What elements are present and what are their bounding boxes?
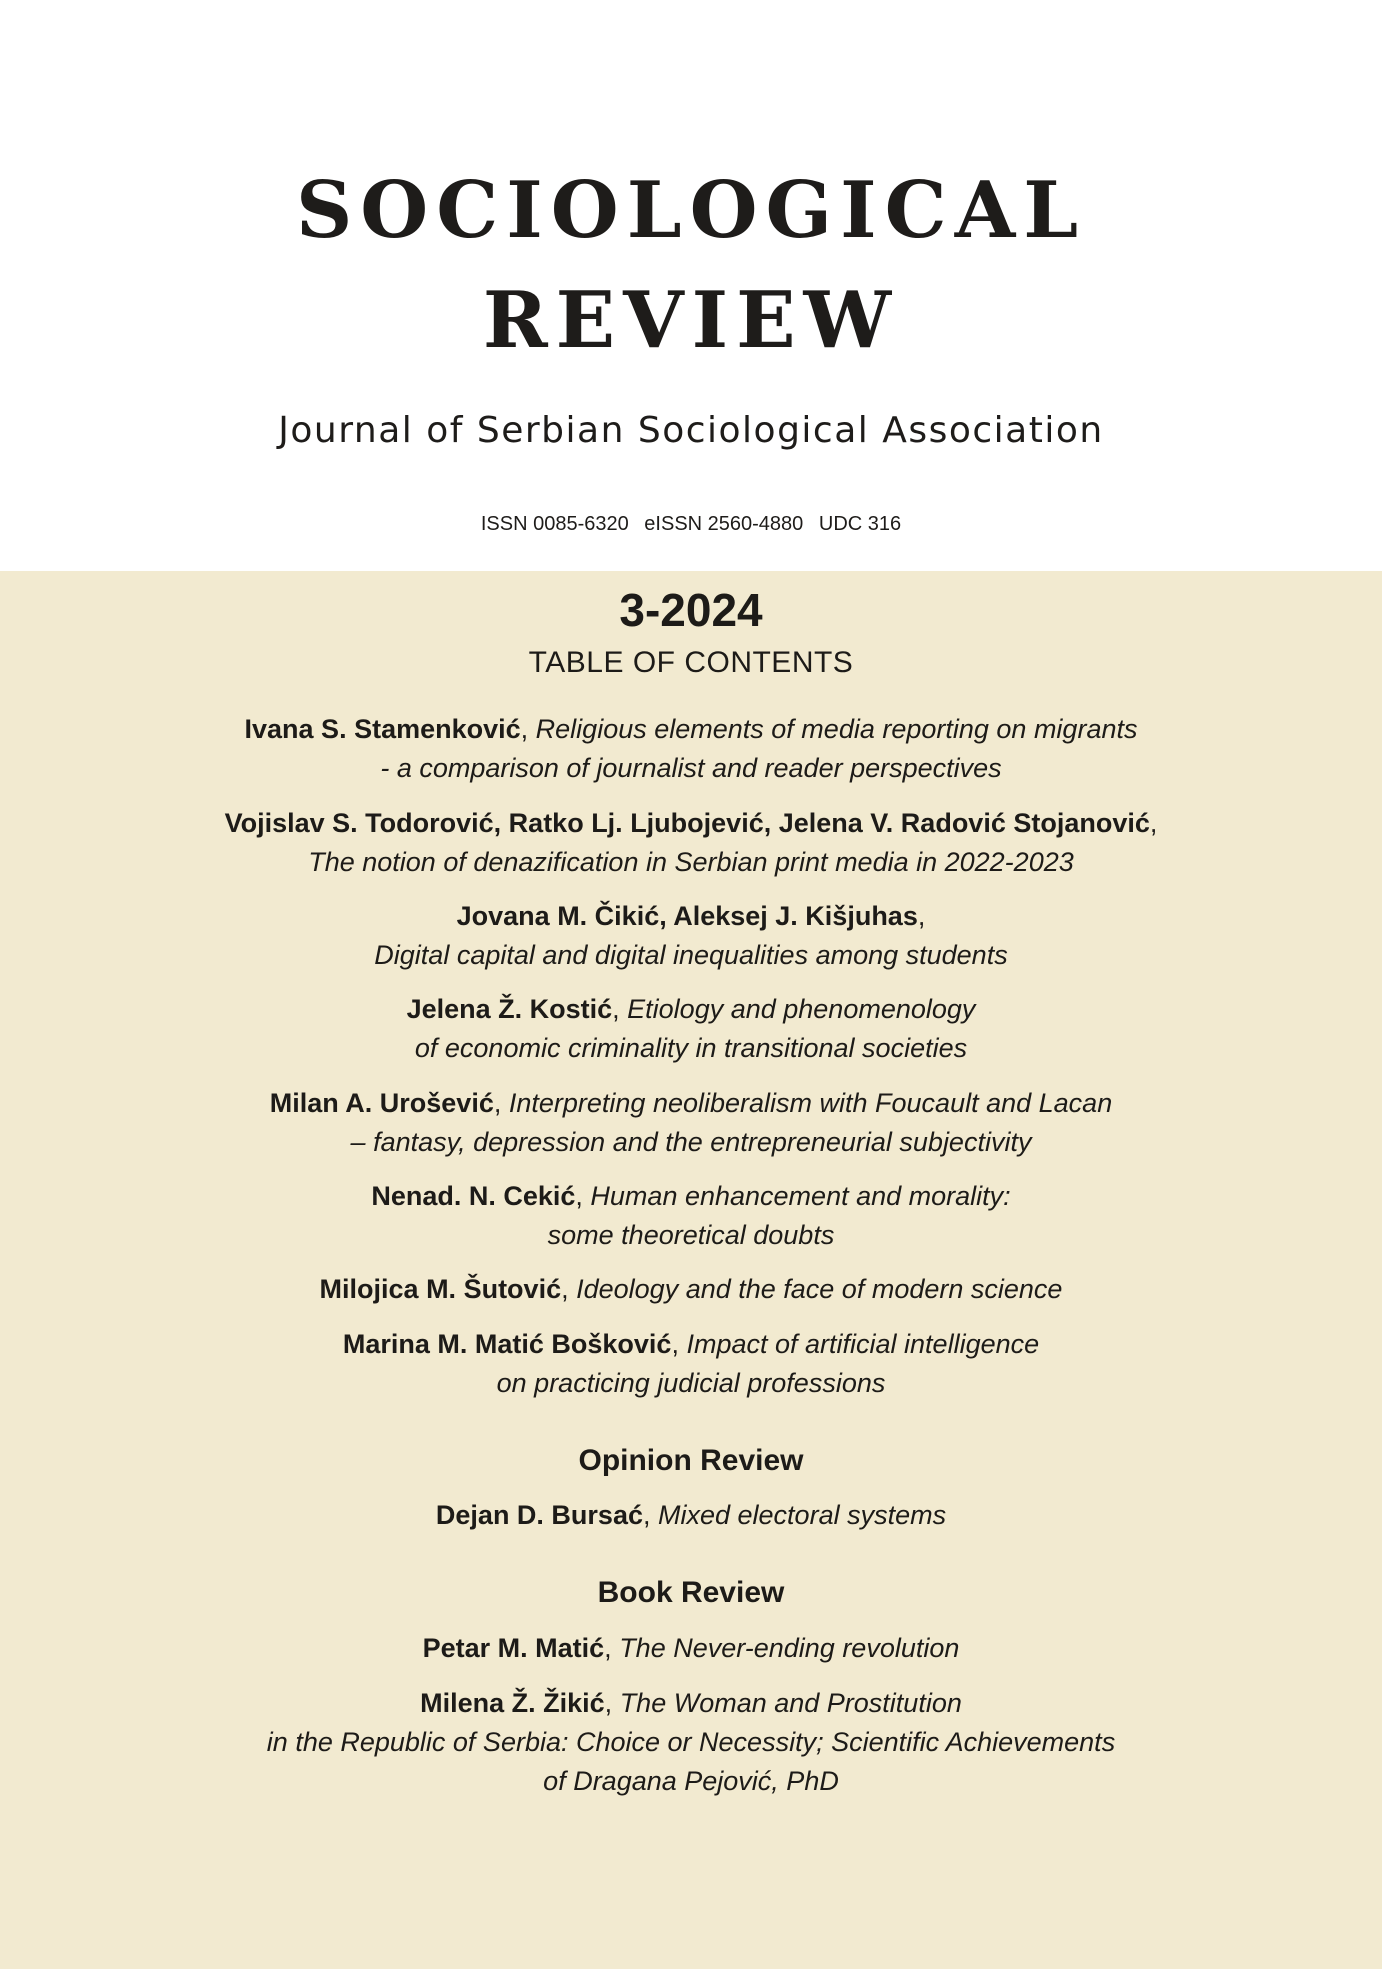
toc-entry: Ivana S. Stamenković, Religious elements of media reporting on migrants - a comparison of journalist and reader perspectives (244, 714, 1138, 783)
eissn: eISSN 2560-4880 (644, 513, 804, 535)
entry-title-cont: on practicing judicial professions (496, 1368, 886, 1398)
toc-entry: Milojica M. Šutović, Ideology and the face of modern science (319, 1274, 1063, 1304)
toc-entry: Nenad. N. Cekić, Human enhancement and morality: some theoretical doubts (371, 1181, 1011, 1250)
udc: UDC 316 (818, 513, 902, 535)
entry-title: Religious elements of media reporting on migrants (535, 714, 1138, 744)
entry-title-cont: in the Republic of Serbia: Choice or Necessity; Scientific Achievements (266, 1727, 1116, 1757)
toc-entry: Marina M. Matić Bošković, Impact of artificial intelligence on practicing judicial professions (342, 1329, 1040, 1398)
entry-title: Digital capital and digital inequalities among students (374, 940, 1008, 970)
entry-title: The Never-ending revolution (619, 1633, 960, 1663)
toc-heading: TABLE OF CONTENTS (528, 646, 854, 679)
journal-title-line-1: SOCIOLOGICAL (295, 165, 1087, 256)
entry-title: The Woman and Prostitution (619, 1688, 962, 1718)
entry-title: Impact of artificial intelligence (686, 1329, 1040, 1359)
toc-entry: Milena Ž. Žikić, The Woman and Prostitution in the Republic of Serbia: Choice or Necessity; Scientific Achievements of Dragana Pejović, PhD (266, 1688, 1116, 1796)
entry-author: Dejan D. Bursać (435, 1500, 643, 1530)
toc-entry: Jelena Ž. Kostić, Etiology and phenomenology of economic criminality in transitional societies (406, 994, 976, 1063)
entry-title: Etiology and phenomenology (627, 994, 976, 1024)
issue-number: 3-2024 (619, 584, 763, 636)
entry-author: Vojislav S. Todorović, Ratko Lj. Ljubojević, Jelena V. Radović Stojanović (224, 808, 1150, 838)
toc-entry: Milan A. Urošević, Interpreting neoliberalism with Foucault and Lacan – fantasy, depression and the entrepreneurial subjectivity (269, 1088, 1113, 1157)
entry-title-cont: – fantasy, depression and the entrepreneurial subjectivity (350, 1127, 1032, 1157)
toc-entry: Vojislav S. Todorović, Ratko Lj. Ljubojević, Jelena V. Radović Stojanović, The notion of denazification in Serbian print media in 2022-2023 (224, 808, 1158, 877)
entry-author: Ivana S. Stamenković (244, 714, 521, 744)
entry-title-cont: - a comparison of journalist and reader perspectives (380, 753, 1002, 783)
issn: ISSN 0085-6320 (480, 513, 629, 535)
journal-title-line-2: REVIEW (482, 275, 900, 366)
entry-author: Milojica M. Šutović (319, 1274, 562, 1304)
entry-title: Mixed electoral systems (658, 1500, 947, 1530)
entry-author: Nenad. N. Cekić (371, 1181, 576, 1211)
entry-author: Milan A. Urošević (269, 1088, 494, 1118)
issn-line (0, 512, 1382, 536)
entry-title: Interpreting neoliberalism with Foucault and Lacan (508, 1088, 1113, 1118)
entry-title: Ideology and the face of modern science (576, 1274, 1063, 1304)
entry-title: The notion of denazification in Serbian print media in 2022-2023 (308, 847, 1074, 877)
journal-subtitle: Journal of Serbian Sociological Association (278, 410, 1104, 451)
entry-title-cont: of Dragana Pejović, PhD (543, 1766, 839, 1796)
entry-title: Human enhancement and morality: (590, 1181, 1011, 1211)
entry-title-cont: some theoretical doubts (547, 1220, 835, 1250)
entry-title-cont: of economic criminality in transitional societies (414, 1033, 968, 1063)
toc-entry: Dejan D. Bursać, Mixed electoral systems (435, 1500, 947, 1530)
entry-author: Milena Ž. Žikić (420, 1688, 605, 1718)
opinion-review-heading: Opinion Review (578, 1444, 804, 1477)
toc-entry: Jovana M. Čikić, Aleksej J. Kišjuhas, Digital capital and digital inequalities among students (374, 901, 1008, 970)
entry-author: Marina M. Matić Bošković (342, 1329, 672, 1359)
toc-entry: Petar M. Matić, The Never-ending revolution (422, 1633, 960, 1663)
entry-author: Jovana M. Čikić, Aleksej J. Kišjuhas (456, 901, 918, 931)
book-review-heading: Book Review (597, 1576, 785, 1609)
entry-author: Jelena Ž. Kostić (406, 994, 613, 1024)
cover-header-area (0, 0, 1382, 571)
entry-author: Petar M. Matić (422, 1633, 605, 1663)
